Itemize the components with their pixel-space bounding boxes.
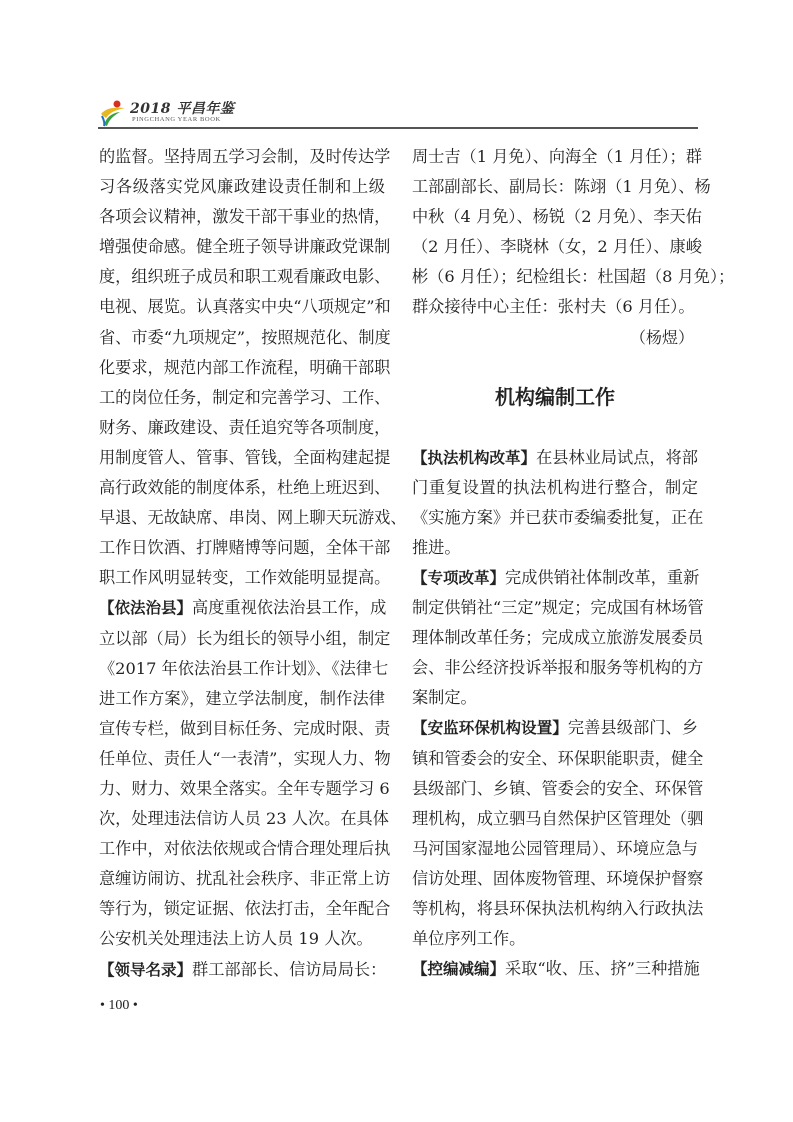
- text-line: [99, 804, 389, 834]
- line-text: 工部副部长、副局长：陈翊（1 月免）、杨: [412, 177, 711, 197]
- text-line: [99, 714, 391, 744]
- text-line: [99, 624, 391, 654]
- line-text: 完成供销社体制改革，重新: [505, 567, 700, 587]
- line-text: 用制度管人、管事、管钱，全面构建起提: [99, 447, 391, 467]
- yearbook-logo-icon: [98, 98, 128, 128]
- left-column-body: [99, 142, 407, 985]
- text-line: [412, 774, 704, 804]
- line-text: 中秋（4 月免）、杨锐（2 月免）、李天佑: [412, 207, 702, 227]
- text-line: [412, 623, 704, 653]
- text-line: [412, 744, 704, 774]
- line-text: 单位序列工作。: [412, 929, 526, 949]
- line-text: 群工部部长、信访局局长：: [192, 959, 387, 979]
- paragraph-heading: 【专项改革】: [412, 568, 506, 587]
- paragraph: [412, 713, 704, 954]
- text-line: [99, 292, 391, 322]
- text-line: [99, 894, 391, 924]
- paragraph: [99, 142, 407, 593]
- text-line: [99, 563, 391, 593]
- yearbook-title: 2018 平昌年鉴: [130, 101, 235, 117]
- line-text: 镇和管委会的安全、环保职能职责，健全: [412, 748, 704, 768]
- text-line: [412, 683, 698, 713]
- text-line: [99, 413, 391, 443]
- text-line: [99, 684, 385, 714]
- text-line: [99, 172, 385, 202]
- line-text: 财务、廉政建设、责任追究等各项制度，: [99, 417, 391, 437]
- text-line: [99, 202, 391, 232]
- text-line: [99, 503, 407, 533]
- line-text: 任单位、责任人“一表清”，实现人力、物: [99, 748, 391, 768]
- text-line: [99, 533, 391, 563]
- text-line: [99, 142, 391, 172]
- paragraph-heading: 【领导名录】: [99, 960, 193, 979]
- line-text: 意缠访闹访、扰乱社会秩序、非正常上访: [99, 869, 391, 889]
- line-text: 习各级落实党风廉政建设责任制和上级: [99, 177, 385, 197]
- line-text: 高度重视依法治县工作，成: [192, 598, 387, 618]
- line-text: 理机构，成立驷马自然保护区管理处（驷: [412, 808, 704, 828]
- line-text: 门重复设置的执法机构进行整合，制定: [412, 477, 698, 497]
- paragraph-heading: 【依法治县】: [99, 599, 193, 618]
- line-text: 的监督。坚持周五学习会制，及时传达学: [99, 147, 391, 166]
- paragraph: [99, 593, 391, 954]
- paragraph: [99, 955, 385, 985]
- text-line: [99, 924, 385, 954]
- text-line: [412, 834, 698, 864]
- line-text: 理体制改革任务；完成成立旅游发展委员: [412, 628, 704, 648]
- line-text: 公安机关处理违法上访人员 19 人次。: [99, 929, 373, 949]
- line-text: 等行为，锁定证据、依法打击，全年配合: [99, 899, 391, 919]
- text-line: [99, 593, 385, 623]
- line-text: 周士吉（1 月免）、向海全（1 月任）；群: [412, 147, 702, 166]
- section-title: 机构编制工作: [495, 384, 615, 409]
- line-text: 完善县级部门、乡: [567, 718, 698, 738]
- text-line: [412, 804, 704, 834]
- line-text: 工作中，对依法依规或合情合理处理后执: [99, 839, 391, 859]
- line-text: 《2017 年依法治县工作计划》、《法律七: [99, 658, 389, 678]
- line-text: 立以部（局）长为组长的领导小组，制定: [99, 628, 391, 648]
- text-line: [99, 955, 385, 985]
- right-column-top: [412, 142, 735, 323]
- line-text: （2 月任）、李晓林（女，2 月任）、康峻: [412, 237, 702, 257]
- yearbook-subtitle: PINGCHANG YEAR BOOK: [132, 116, 221, 123]
- line-text: 群众接待中心主任：张村夫（6 月任）。: [412, 297, 695, 317]
- line-text: 增强使命感。健全班子领导讲廉政党课制: [99, 237, 391, 257]
- text-line: [412, 503, 704, 533]
- paragraph-heading: 【控编减编】: [412, 960, 506, 979]
- text-line: [99, 443, 391, 473]
- text-line: [412, 563, 698, 593]
- author-signature: （杨煜）: [629, 327, 694, 347]
- text-line: [99, 864, 391, 894]
- line-text: 会、非公经济投诉举报和服务等机构的方: [412, 658, 704, 678]
- line-text: 《实施方案》并已获市委编委批复，正在: [412, 507, 704, 527]
- text-line: [99, 262, 391, 292]
- paragraph-heading: 【执法机构改革】: [412, 448, 537, 467]
- text-line: [412, 593, 704, 623]
- line-text: 度，组织班子成员和职工观看廉政电影、: [99, 267, 391, 287]
- text-line: [412, 954, 698, 984]
- text-line: [99, 353, 391, 383]
- line-text: 高行政效能的制度体系，杜绝上班迟到、: [99, 478, 391, 498]
- line-text: 化要求，规范内部工作流程，明确干部职: [99, 357, 391, 377]
- line-text: 县级部门、乡镇、管委会的安全、环保管: [412, 778, 704, 798]
- text-line: [412, 443, 698, 473]
- line-text: 等机构，将县环保执法机构纳入行政执法: [412, 898, 704, 918]
- line-text: 职工作风明显转变，工作效能明显提高。: [99, 568, 391, 588]
- line-text: 力、财力、效果全落实。全年专题学习 6: [99, 778, 390, 798]
- text-line: [412, 924, 698, 954]
- text-line: [412, 864, 704, 894]
- line-text: 早退、无故缺席、串岗、网上聊天玩游戏、: [99, 508, 407, 528]
- text-line: [412, 473, 698, 503]
- text-line: [99, 774, 390, 804]
- line-text: 马河国家湿地公园管理局）、环境应急与: [412, 838, 698, 858]
- left-column: [99, 142, 407, 985]
- text-line: [99, 383, 391, 413]
- line-text: 省、市委“九项规定”，按照规范化、制度: [99, 327, 391, 347]
- line-text: 宣传专栏，做到目标任务、完成时限、责: [99, 718, 391, 738]
- text-line: [99, 654, 389, 684]
- paragraph: [412, 563, 704, 713]
- line-text: 制定供销社“三定”规定；完成国有林场管: [412, 598, 704, 618]
- line-text: 采取“收、压、挤”三种措施: [505, 959, 700, 979]
- line-text: 各项会议精神，激发干部干事业的热情，: [99, 207, 391, 227]
- text-line: [99, 744, 391, 774]
- text-line: [412, 292, 698, 322]
- line-text: 案制定。: [412, 688, 477, 708]
- right-column: [412, 142, 735, 984]
- line-text: 在县林业局试点，将部: [536, 447, 698, 467]
- text-line: [99, 834, 391, 864]
- text-line: [412, 262, 735, 292]
- paragraph: [412, 443, 704, 563]
- right-column-bottom: [412, 443, 704, 985]
- paragraph: [412, 954, 698, 984]
- line-text: 次，处理违法信访人员 23 人次。在具体: [99, 809, 389, 829]
- text-line: [412, 894, 704, 924]
- paragraph-heading: 【安监环保机构设置】: [412, 719, 568, 738]
- paragraph: [412, 142, 735, 323]
- line-text: 进工作方案》，建立学法制度，制作法律: [99, 688, 385, 708]
- text-line: [412, 232, 702, 262]
- text-line: [412, 653, 704, 683]
- line-text: 电视、展览。认真落实中央“八项规定”和: [99, 297, 391, 317]
- line-text: 彬（6 月任）；纪检组长：杜国超（8 月免）；: [412, 267, 735, 287]
- header-divider: [98, 127, 698, 129]
- text-line: [412, 142, 702, 172]
- line-text: 信访处理、固体废物管理、环境保护督察: [412, 868, 704, 888]
- line-text: 推进。: [412, 537, 461, 557]
- text-line: [99, 232, 391, 262]
- line-text: 工的岗位任务，制定和完善学习、工作、: [99, 387, 391, 407]
- text-line: [412, 202, 702, 232]
- text-line: [99, 473, 391, 503]
- text-line: [99, 323, 391, 353]
- page-number: • 100 •: [100, 998, 138, 1013]
- text-line: [412, 172, 711, 202]
- line-text: 工作日饮酒、打牌赌博等问题，全体干部: [99, 538, 391, 558]
- text-line: [412, 713, 698, 743]
- text-line: [412, 533, 698, 563]
